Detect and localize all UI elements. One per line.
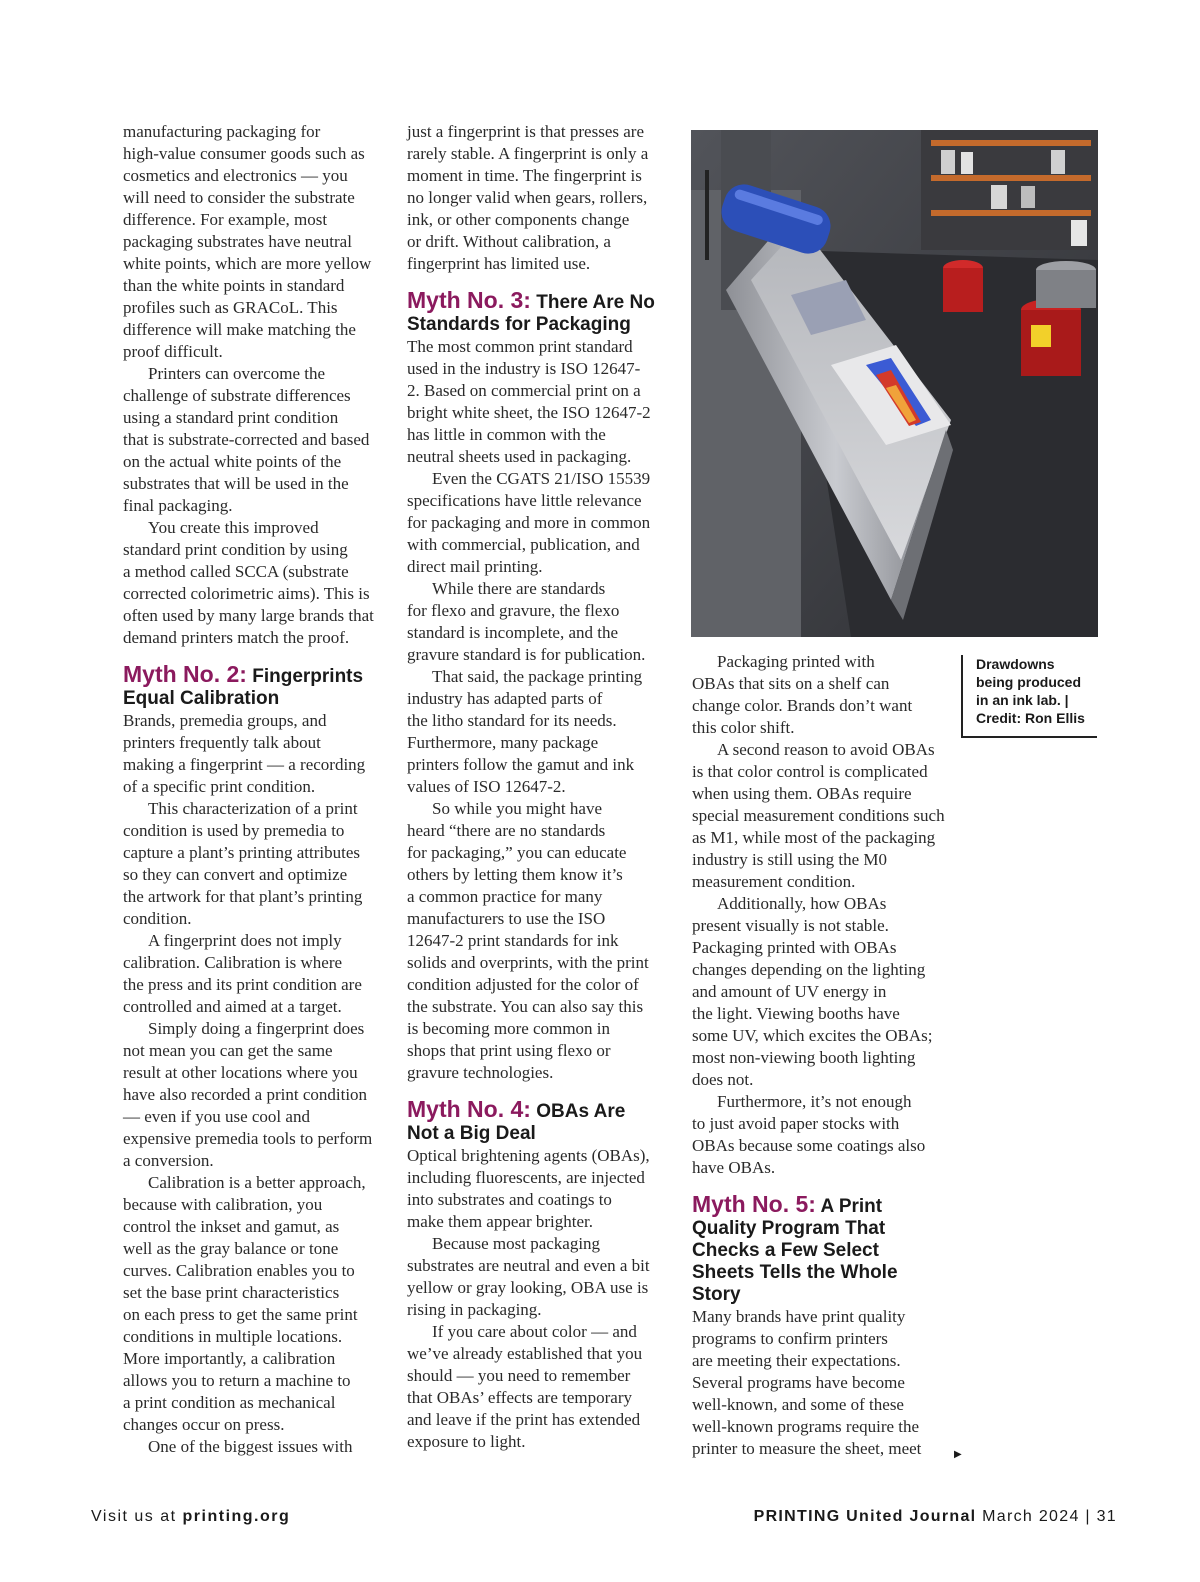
heading-text: There Are No <box>536 292 655 313</box>
body-line: should — you need to remember <box>407 1366 631 1385</box>
heading-text: Not a Big Deal <box>407 1123 536 1144</box>
body-line: including fluorescents, are injected <box>407 1168 645 1187</box>
body-line: for flexo and gravure, the flexo <box>407 601 620 620</box>
body-line: are meeting their expectations. <box>692 1351 901 1370</box>
body-line: will need to consider the substrate <box>123 188 355 207</box>
body-line: values of ISO 12647-2. <box>407 777 566 796</box>
heading-text: Standards for Packaging <box>407 314 631 335</box>
body-line: result at other locations where you <box>123 1063 358 1082</box>
heading-text: Sheets Tells the Whole <box>692 1262 898 1283</box>
body-line: Packaging printed with <box>717 652 875 671</box>
body-line: gravure technologies. <box>407 1063 554 1082</box>
heading-text: Fingerprints <box>252 666 364 687</box>
body-line: has little in common with the <box>407 425 606 444</box>
body-line: Many brands have print quality <box>692 1307 906 1326</box>
body-line: programs to confirm printers <box>692 1329 888 1348</box>
body-line: control the inkset and gamut, as <box>123 1217 340 1236</box>
footer-url-link[interactable]: printing.org <box>182 1508 291 1525</box>
body-line: the press and its print condition are <box>123 975 362 994</box>
body-line: corrected colorimetric aims). This is <box>123 584 370 603</box>
body-line: most non-viewing booth lighting <box>692 1048 916 1067</box>
body-line: is becoming more common in <box>407 1019 611 1038</box>
body-line: that is substrate-corrected and based <box>123 430 370 449</box>
body-line: rising in packaging. <box>407 1300 542 1319</box>
body-line: set the base print characteristics <box>123 1283 340 1302</box>
body-line: condition adjusted for the color of <box>407 975 639 994</box>
body-line: That said, the package printing <box>432 667 643 686</box>
body-line: well-known programs require the <box>692 1417 920 1436</box>
body-line: a method called SCCA (substrate <box>123 562 349 581</box>
body-line: on the actual white points of the <box>123 452 342 471</box>
body-line: others by letting them know it’s <box>407 865 623 884</box>
body-line: You create this improved <box>148 518 319 537</box>
caption-line: Drawdowns <box>976 656 1055 672</box>
body-line: yellow or gray looking, OBA use is <box>407 1278 649 1297</box>
body-line: because with calibration, you <box>123 1195 323 1214</box>
photo-caption <box>961 655 1097 738</box>
body-line: heard “there are no standards <box>407 821 606 840</box>
footer-visit-prefix: Visit us at <box>91 1508 183 1525</box>
body-line: conditions in multiple locations. <box>123 1327 343 1346</box>
body-line: 2. Based on commercial print on a <box>407 381 641 400</box>
body-line: into substrates and coatings to <box>407 1190 612 1209</box>
body-line: If you care about color — and <box>432 1322 637 1341</box>
body-line: Packaging printed with OBAs <box>692 938 897 957</box>
body-line: exposure to light. <box>407 1432 526 1451</box>
body-line: neutral sheets used in packaging. <box>407 447 632 466</box>
body-line: Printers can overcome the <box>148 364 326 383</box>
myth-label: Myth No. 2: <box>123 661 247 687</box>
body-line: so they can convert and optimize <box>123 865 348 884</box>
body-line: moment in time. The fingerprint is <box>407 166 642 185</box>
footer-visit <box>91 1508 290 1526</box>
myth-2-heading <box>123 663 391 688</box>
column-2 <box>407 121 672 1453</box>
body-line: printers frequently talk about <box>123 733 321 752</box>
body-line: This characterization of a print <box>148 799 358 818</box>
body-line: the artwork for that plant’s printing <box>123 887 363 906</box>
body-line: for packaging and more in common <box>407 513 651 532</box>
body-line: manufacturing packaging for <box>123 122 321 141</box>
body-line: a common practice for many <box>407 887 603 906</box>
body-line: standard print condition by using <box>123 540 348 559</box>
body-line: Optical brightening agents (OBAs), <box>407 1146 650 1165</box>
body-line: making a fingerprint — a recording <box>123 755 366 774</box>
body-line: Because most packaging <box>432 1234 601 1253</box>
body-line: cosmetics and electronics — you <box>123 166 348 185</box>
body-line: controlled and aimed at a target. <box>123 997 342 1016</box>
body-line: Brands, premedia groups, and <box>123 711 327 730</box>
body-line: gravure standard is for publication. <box>407 645 646 664</box>
body-line: to just avoid paper stocks with <box>692 1114 900 1133</box>
body-line: condition is used by premedia to <box>123 821 345 840</box>
body-line: and amount of UV energy in <box>692 982 887 1001</box>
body-line: well as the gray balance or tone <box>123 1239 339 1258</box>
continue-arrow-icon: ▶ <box>954 1449 962 1460</box>
body-line: Calibration is a better approach, <box>148 1173 366 1192</box>
body-line: have also recorded a print condition <box>123 1085 368 1104</box>
body-line: 12647-2 print standards for ink <box>407 931 619 950</box>
body-line: ink, or other components change <box>407 210 630 229</box>
body-line: Simply doing a fingerprint does <box>148 1019 365 1038</box>
body-line: the substrate. You can also say this <box>407 997 644 1016</box>
body-line: used in the industry is ISO 12647- <box>407 359 641 378</box>
body-line: OBAs because some coatings also <box>692 1136 926 1155</box>
issue-and-page: March 2024 | 31 <box>976 1508 1117 1525</box>
body-line: we’ve already established that you <box>407 1344 643 1363</box>
body-line: on each press to get the same print <box>123 1305 358 1324</box>
body-line: industry is still using the M0 <box>692 850 888 869</box>
body-line: proof difficult. <box>123 342 223 361</box>
caption-line: in an ink lab. | <box>976 692 1069 708</box>
myth-label: Myth No. 4: <box>407 1096 531 1122</box>
body-line: Several programs have become <box>692 1373 905 1392</box>
body-line: have OBAs. <box>692 1158 776 1177</box>
ink-lab-photo <box>691 130 1098 637</box>
body-line: that OBAs’ effects are temporary <box>407 1388 633 1407</box>
body-line: Additionally, how OBAs <box>717 894 887 913</box>
body-line: with commercial, publication, and <box>407 535 640 554</box>
caption-line: Credit: Ron Ellis <box>976 710 1085 726</box>
body-line: as M1, while most of the packaging <box>692 828 936 847</box>
body-line: difference will make matching the <box>123 320 356 339</box>
myth-5-heading <box>692 1193 954 1218</box>
body-line: and leave if the print has extended <box>407 1410 641 1429</box>
body-line: calibration. Calibration is where <box>123 953 343 972</box>
heading-text: Checks a Few Select <box>692 1240 879 1261</box>
body-line: often used by many large brands that <box>123 606 374 625</box>
body-line: capture a plant’s printing attributes <box>123 843 360 862</box>
myth-label: Myth No. 5: <box>692 1191 816 1217</box>
body-line: Even the CGATS 21/ISO 15539 <box>432 469 651 488</box>
body-line: substrates are neutral and even a bit <box>407 1256 650 1275</box>
body-line: allows you to return a machine to <box>123 1371 351 1390</box>
body-line: industry has adapted parts of <box>407 689 603 708</box>
heading-text: Quality Program That <box>692 1218 886 1239</box>
body-line: condition. <box>123 909 192 928</box>
body-line: measurement condition. <box>692 872 856 891</box>
body-line: printer to measure the sheet, meet <box>692 1439 922 1458</box>
drawdown-machine-image <box>691 130 1098 637</box>
body-line: present visually is not stable. <box>692 916 889 935</box>
body-line: One of the biggest issues with <box>148 1437 353 1456</box>
body-line: for packaging,” you can educate <box>407 843 627 862</box>
body-line: changes depending on the lighting <box>692 960 926 979</box>
body-line: a conversion. <box>123 1151 214 1170</box>
body-line: manufacturers to use the ISO <box>407 909 606 928</box>
column-1 <box>123 121 391 1458</box>
body-line: white points, which are more yellow <box>123 254 372 273</box>
body-line: make them appear brighter. <box>407 1212 593 1231</box>
caption-line: being produced <box>976 674 1081 690</box>
body-line: fingerprint has limited use. <box>407 254 591 273</box>
body-line: Furthermore, many package <box>407 733 599 752</box>
body-line: some UV, which excites the OBAs; <box>692 1026 933 1045</box>
body-line: no longer valid when gears, rollers, <box>407 188 648 207</box>
body-line: curves. Calibration enables you to <box>123 1261 355 1280</box>
body-line: A fingerprint does not imply <box>148 931 342 950</box>
body-line: special measurement conditions such <box>692 806 945 825</box>
body-line: More importantly, a calibration <box>123 1349 336 1368</box>
body-line: direct mail printing. <box>407 557 543 576</box>
body-line: does not. <box>692 1070 754 1089</box>
body-line: shops that print using flexo or <box>407 1041 611 1060</box>
myth-4-heading <box>407 1098 672 1123</box>
body-line: is that color control is complicated <box>692 762 928 781</box>
body-line: demand printers match the proof. <box>123 628 350 647</box>
body-line: than the white points in standard <box>123 276 345 295</box>
body-line: The most common print standard <box>407 337 633 356</box>
body-line: final packaging. <box>123 496 233 515</box>
body-line: when using them. OBAs require <box>692 784 912 803</box>
body-line: solids and overprints, with the print <box>407 953 649 972</box>
body-line: OBAs that sits on a shelf can <box>692 674 890 693</box>
body-line: this color shift. <box>692 718 795 737</box>
heading-text: A Print <box>820 1196 883 1217</box>
body-line: the litho standard for its needs. <box>407 711 617 730</box>
body-line: — even if you use cool and <box>123 1107 310 1126</box>
body-line: change color. Brands don’t want <box>692 696 913 715</box>
body-line: the light. Viewing booths have <box>692 1004 900 1023</box>
body-line: packaging substrates have neutral <box>123 232 352 251</box>
body-line: difference. For example, most <box>123 210 328 229</box>
body-line: or drift. Without calibration, a <box>407 232 611 251</box>
myth-3-heading <box>407 289 672 314</box>
footer-folio <box>754 1508 1117 1526</box>
body-line: printers follow the gamut and ink <box>407 755 635 774</box>
body-line: Furthermore, it’s not enough <box>717 1092 912 1111</box>
body-line: of a specific print condition. <box>123 777 316 796</box>
body-line: profiles such as GRACoL. This <box>123 298 338 317</box>
body-line: well-known, and some of these <box>692 1395 904 1414</box>
body-line: A second reason to avoid OBAs <box>717 740 935 759</box>
body-line: challenge of substrate differences <box>123 386 351 405</box>
body-line: just a fingerprint is that presses are <box>407 122 644 141</box>
body-line: expensive premedia tools to perform <box>123 1129 373 1148</box>
body-line: substrates that will be used in the <box>123 474 349 493</box>
heading-text: Equal Calibration <box>123 688 280 709</box>
heading-text: Story <box>692 1284 741 1305</box>
body-line: not mean you can get the same <box>123 1041 333 1060</box>
myth-label: Myth No. 3: <box>407 287 531 313</box>
body-line: standard is incomplete, and the <box>407 623 619 642</box>
body-line: bright white sheet, the ISO 12647-2 <box>407 403 651 422</box>
body-line: While there are standards <box>432 579 606 598</box>
journal-name: PRINTING United Journal <box>753 1508 977 1525</box>
body-line: So while you might have <box>432 799 602 818</box>
column-3 <box>692 651 954 1460</box>
body-line: rarely stable. A fingerprint is only a <box>407 144 649 163</box>
heading-text: OBAs Are <box>536 1101 626 1122</box>
body-line: using a standard print condition <box>123 408 339 427</box>
body-line: high-value consumer goods such as <box>123 144 365 163</box>
body-line: specifications have little relevance <box>407 491 642 510</box>
body-line: a print condition as mechanical <box>123 1393 336 1412</box>
body-line: changes occur on press. <box>123 1415 285 1434</box>
